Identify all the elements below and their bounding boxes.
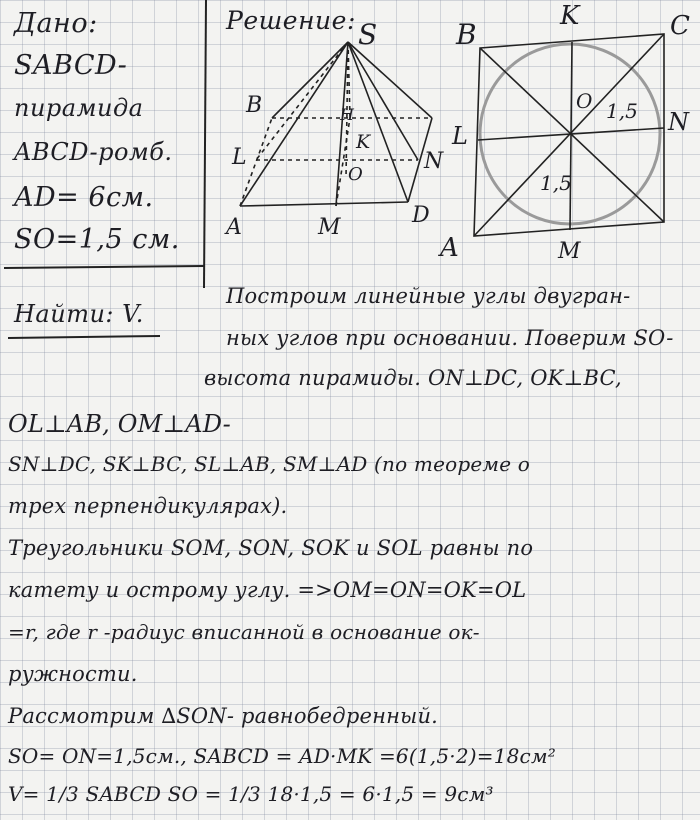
solution-line-4: OL⊥AB, OM⊥AD- (8, 410, 231, 438)
segment-km (570, 42, 572, 230)
base-radius-om: 1,5 (540, 171, 572, 195)
pyr-label-o: O (348, 164, 363, 185)
pyr-label-b: B (246, 93, 263, 118)
given-heading: Дано: (14, 8, 98, 39)
given-line-pyramid-name: SABCD- (14, 50, 128, 81)
base-label-o: O (576, 89, 593, 113)
solution-line-7: Треугольники SOM, SON, SOK и SOL равны по (8, 536, 534, 560)
base-figure (474, 34, 664, 236)
edge-sa (240, 42, 348, 206)
solution-line-1: Построим линейные углы двугран- (226, 284, 631, 308)
base-label-m: M (558, 239, 581, 264)
diagonal-ca (474, 34, 664, 236)
base-label-c: C (670, 11, 690, 41)
solution-line-11: Рассмотрим ∆SON- равнобедренный. (8, 704, 439, 728)
given-line-pyramid: пирамида (14, 94, 144, 122)
apothem-sl (256, 42, 348, 160)
given-line-ad: AD= 6см. (14, 182, 154, 213)
solution-line-2: ных углов при основании. Поверим SO- (226, 326, 674, 350)
solution-line-9: =r, где r -радиус вписанной в основание ок- (8, 620, 480, 644)
pyr-label-a: A (226, 215, 242, 240)
base-label-l: L (452, 122, 468, 150)
pyr-label-s: S (358, 18, 378, 51)
solution-line-10: ружности. (8, 662, 138, 686)
given-line-rhombus: ABCD-ромб. (14, 138, 173, 166)
solution-line-8: катету и острому углу. =>OM=ON=OK=OL (8, 578, 527, 602)
solution-line-5: SN⊥DC, SK⊥BC, SL⊥AB, SM⊥AD (по теореме о (8, 452, 531, 476)
edge-sc (348, 42, 432, 118)
base-mk (336, 118, 350, 206)
given-line-so: SO=1,5 см. (14, 224, 180, 255)
solution-line-12: SO= ON=1,5см., SABCD = AD·MK =6(1,5·2)=18см² (8, 744, 556, 768)
divider-given-underline (4, 266, 204, 268)
base-ad (240, 202, 408, 206)
pyramid-figure (240, 42, 432, 206)
find-label: Найти: V. (14, 300, 144, 328)
pyr-label-k: K (356, 131, 371, 153)
divider-vertical (204, 0, 206, 288)
pyr-label-m: M (318, 215, 341, 240)
pyr-label-h: H (340, 105, 354, 124)
pyr-label-l: L (232, 145, 247, 170)
pyr-label-n: N (424, 149, 444, 174)
pyr-label-d: D (412, 203, 430, 228)
solution-line-3: высота пирамиды. ON⊥DC, OK⊥BC, (204, 366, 622, 390)
base-label-k: K (560, 1, 580, 31)
base-label-b: B (456, 18, 477, 51)
edge-sb (272, 42, 348, 118)
divider-find-underline (8, 336, 160, 338)
base-radius-on: 1,5 (606, 99, 638, 123)
solution-heading: Решение: (226, 6, 356, 35)
solution-line-13: V= 1/3 SABCD SO = 1/3 18·1,5 = 6·1,5 = 9см³ (8, 782, 494, 806)
base-label-a: A (440, 233, 459, 263)
base-label-n: N (668, 108, 689, 136)
solution-line-6: трех перпендикулярах). (8, 494, 288, 518)
